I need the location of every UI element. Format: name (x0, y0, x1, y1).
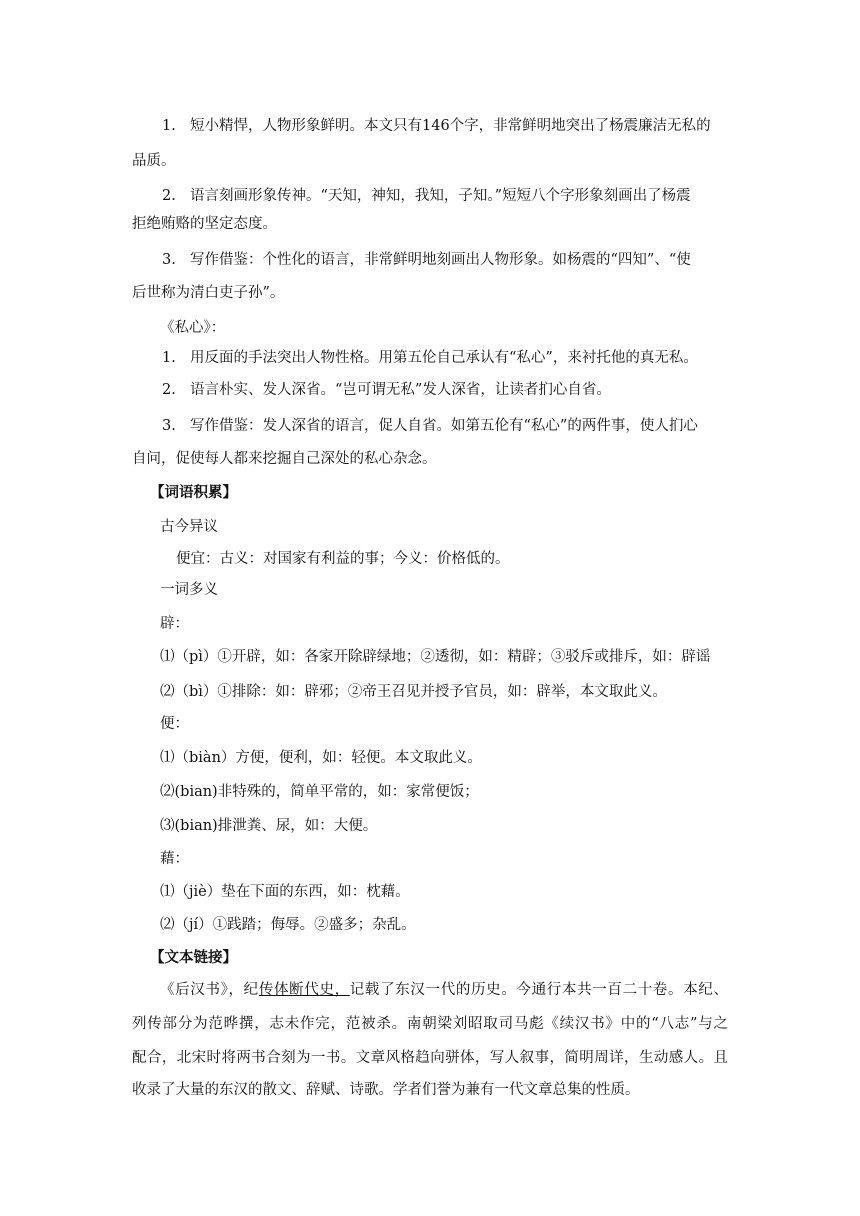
paragraph-line: 收录了大量的东汉的散文、辞赋、诗歌。学者们誉为兼有一代文章总集的性质。 (132, 1082, 640, 1098)
list-number: 3. (162, 252, 176, 268)
list-text: 写作借鉴：发人深省的语言，促人自省。如第五伦有“私心”的两件事，使人扪心 (190, 418, 698, 434)
list-number: 2. (162, 382, 176, 398)
list-item (162, 380, 611, 400)
word-title: 辟： (160, 616, 189, 632)
paragraph-text: 《后汉书》，纪 (160, 982, 259, 998)
paragraph-text: 列传部分为范晔撰，志未作完，范被杀。南朝梁刘昭取司马彪《续汉书》中的“八志”与之 (132, 1016, 728, 1032)
list-item (162, 116, 711, 136)
list-text: 写作借鉴：个性化的语言，非常鲜明地刻画出人物形象。如杨震的“四知”、“使 (190, 252, 691, 268)
word-title: 藉： (160, 851, 189, 867)
list-text: 短小精悍，人物形象鲜明。本文只有146个字，非常鲜明地突出了杨震廉洁无私的 (190, 118, 711, 134)
definition-line: ⑵（jí）①践踏；侮辱。②盛多；杂乱。 (160, 917, 416, 933)
list-item (162, 186, 691, 206)
definition-line: ⑵（bì）①排除：如：辟邪；②帝王召见并授予官员，如：辟举，本文取此义。 (160, 684, 667, 700)
list-continuation: 后世称为清白吏子孙”。 (132, 285, 285, 301)
paragraph-line (132, 1048, 728, 1068)
definition-line: 便宜：古义：对国家有利益的事；今义：价格低的。 (176, 551, 510, 567)
list-item (162, 348, 698, 368)
list-number: 1. (162, 118, 176, 134)
subsection-title: 古今异议 (160, 519, 218, 535)
list-continuation: 拒绝贿赂的坚定态度。 (132, 216, 277, 232)
list-number: 2. (162, 188, 176, 204)
definition-line: ⑴（biàn）方便，便利，如：轻便。本文取此义。 (160, 750, 482, 766)
list-number: 1. (162, 350, 176, 366)
section-heading: 【词语积累】 (150, 484, 237, 501)
list-continuation: 品质。 (132, 153, 176, 169)
definition-line: ⑶(bian)排泄粪、尿，如：大便。 (160, 818, 378, 834)
definition-line: ⑴（pì）①开辟，如：各家开除辟绿地；②透彻，如：精辟；③驳斥或排斥，如：辟谣 (160, 649, 711, 665)
underlined-text: 传体断代史， (258, 982, 350, 998)
subsection-title: 一词多义 (160, 582, 218, 598)
paragraph-text: 记载了东汉一代的历史。今通行本共一百二十卷。本纪、 (349, 982, 729, 998)
list-item (162, 416, 698, 436)
list-number: 3. (162, 418, 176, 434)
section-title: 《私心》： (160, 320, 226, 336)
list-text: 用反面的手法突出人物性格。用第五伦自己承认有“私心”，来衬托他的真无私。 (190, 350, 698, 366)
section-heading: 【文本链接】 (150, 949, 237, 966)
list-continuation: 自问，促使每人都来挖掘自己深处的私心杂念。 (132, 451, 437, 467)
word-title: 便： (160, 716, 189, 732)
list-text: 语言朴实、发人深省。“岂可谓无私”发人深省，让读者扪心自省。 (190, 382, 611, 398)
list-item (162, 250, 691, 270)
definition-line: ⑵(bian)非特殊的，简单平常的，如：家常便饭； (160, 784, 479, 800)
paragraph-line (160, 980, 728, 1000)
definition-line: ⑴（jiè）垫在下面的东西，如：枕藉。 (160, 884, 410, 900)
paragraph-line (132, 1014, 728, 1034)
list-text: 语言刻画形象传神。“天知，神知，我知，子知。”短短八个字形象刻画出了杨震 (190, 188, 691, 204)
paragraph-text: 配合，北宋时将两书合刻为一书。文章风格趋向骈体，写人叙事，简明周详，生动感人。且 (132, 1050, 728, 1066)
